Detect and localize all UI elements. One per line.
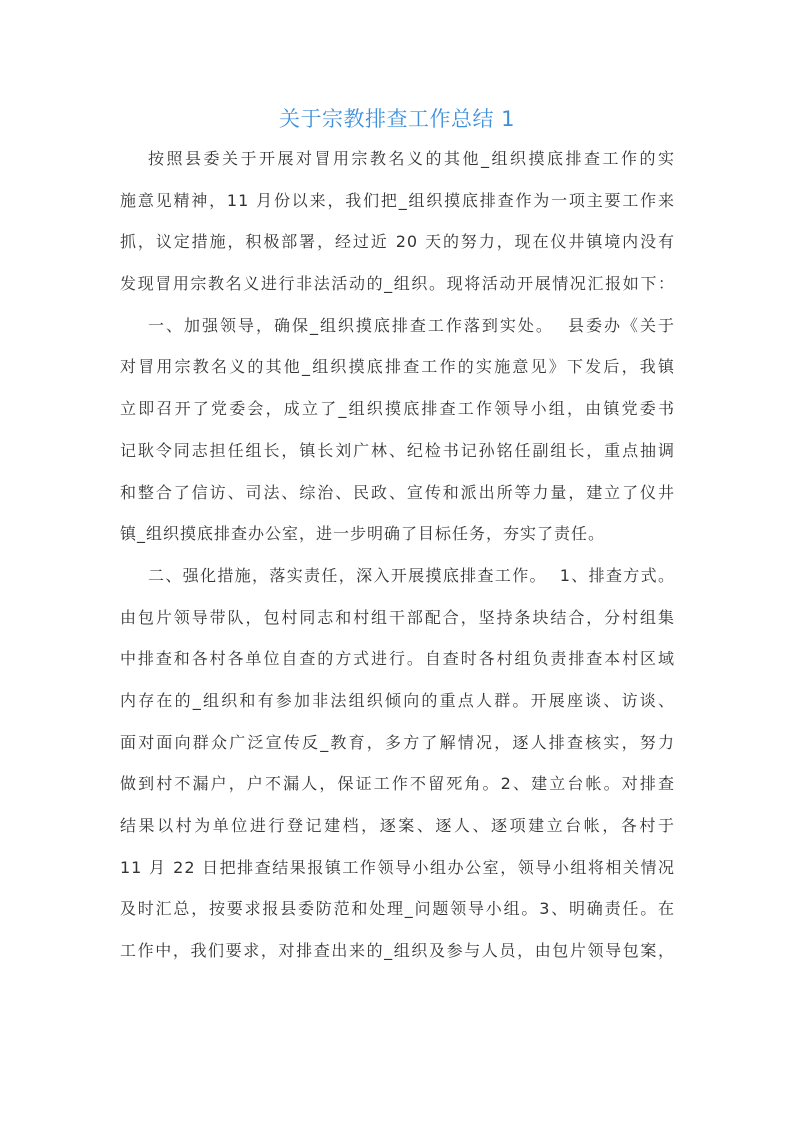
paragraph-2-line-3: 立即召开了党委会，成立了_组织摸底排查工作领导小组，由镇党委书 [120,399,675,419]
paragraph-1-line-4: 发现冒用宗教名义进行非法活动的_组织。现将活动开展情况汇报如下： [120,274,675,294]
paragraph-3-line-2: 由包片领导带队，包村同志和村组干部配合，坚持条块结合，分村组集 [120,607,675,627]
paragraph-2-line-6: 镇_组织摸底排查办公室，进一步明确了目标任务，夯实了责任。 [120,524,606,544]
paragraph-3-line-9: 及时汇总，按要求报县委防范和处理_问题领导小组。3、明确责任。在 [120,899,675,919]
paragraph-3-line-3: 中排查和各村各单位自查的方式进行。自查时各村组负责排查本村区域 [120,649,675,669]
paragraph-3-line-5: 面对面向群众广泛宣传反_教育，多方了解情况，逐人排查核实，努力 [120,732,675,752]
paragraph-1-line-2: 施意见精神，11 月份以来，我们把_组织摸底排查作为一项主要工作来 [120,190,675,210]
paragraph-3-line-10: 工作中，我们要求，对排查出来的_组织及参与人员，由包片领导包案， [120,941,675,961]
paragraph-2-line-4: 记耿令同志担任组长，镇长刘广林、纪检书记孙铭任副组长，重点抽调 [120,440,675,460]
paragraph-2-line-1: 一、加强领导，确保_组织摸底排查工作落到实处。 县委办《关于 [148,315,675,335]
paragraph-3-line-6: 做到村不漏户，户不漏人，保证工作不留死角。2、建立台帐。对排查 [120,774,675,794]
document-body [120,138,675,972]
paragraph-1-line-1: 按照县委关于开展对冒用宗教名义的其他_组织摸底排查工作的实 [148,149,675,168]
paragraph-3-line-8: 11 月 22 日把排查结果报镇工作领导小组办公室，领导小组将相关情况 [120,857,675,877]
paragraph-2-line-5: 和整合了信访、司法、综治、民政、宣传和派出所等力量，建立了仪井 [120,482,675,502]
paragraph-2 [120,305,675,555]
document-title: 关于宗教排查工作总结 1 [278,107,516,131]
paragraph-3 [120,555,675,972]
paragraph-3-line-1: 二、强化措施，落实责任，深入开展摸底排查工作。 1、排查方式。 [148,565,675,585]
paragraph-3-line-4: 内存在的_组织和有参加非法组织倾向的重点人群。开展座谈、访谈、 [120,690,675,710]
paragraph-2-line-2: 对冒用宗教名义的其他_组织摸底排查工作的实施意见》下发后，我镇 [120,357,675,377]
paragraph-1-line-3: 抓，议定措施，积极部署，经过近 20 天的努力，现在仪井镇境内没有 [120,232,675,252]
paragraph-3-line-7: 结果以村为单位进行登记建档，逐案、逐人、逐项建立台帐，各村于 [120,816,675,835]
paragraph-1 [120,138,675,305]
